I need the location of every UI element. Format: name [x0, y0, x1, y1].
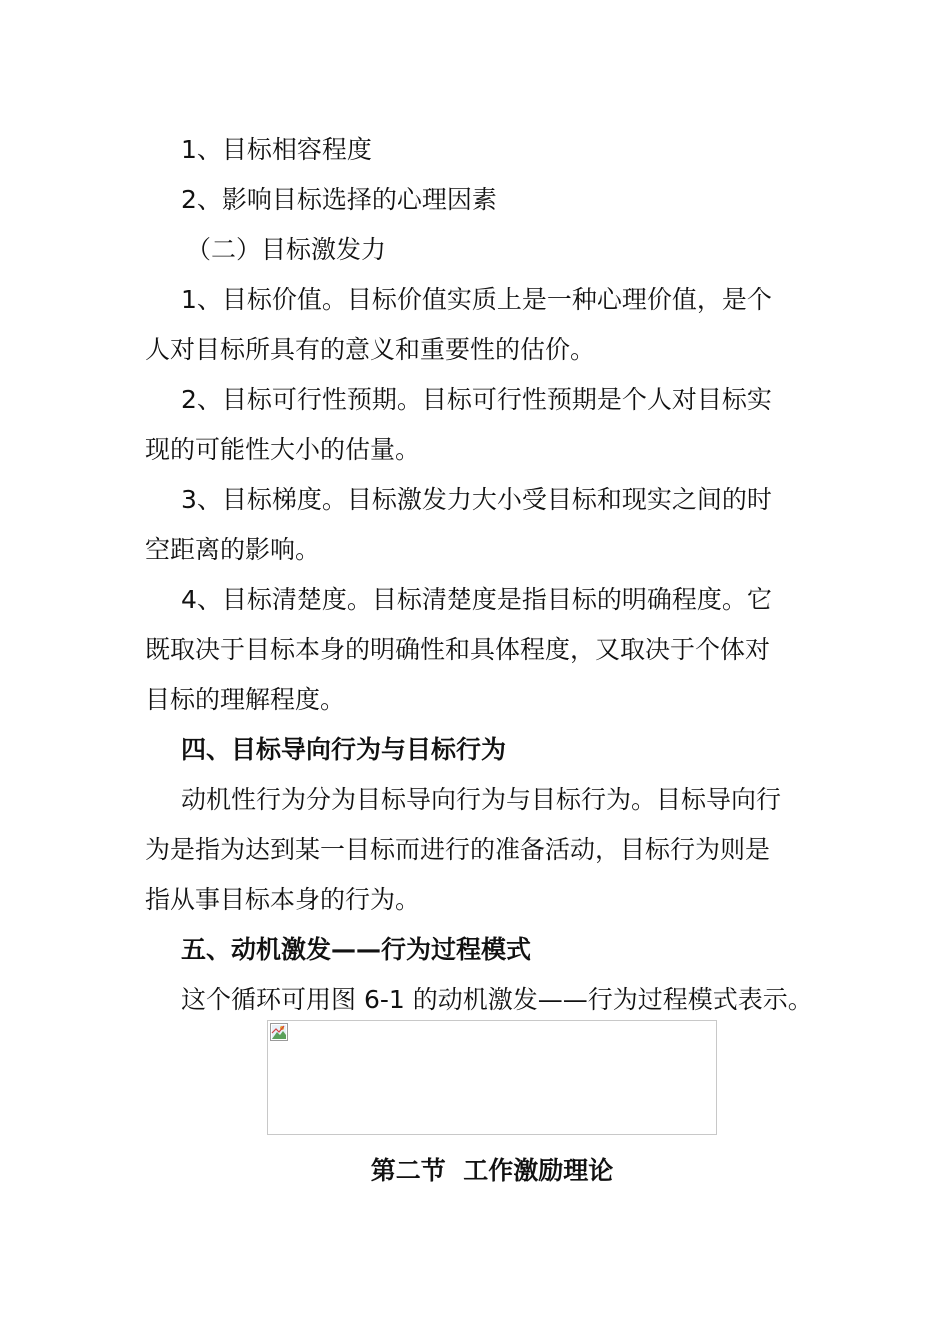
paragraph-gradient-line-2: 空距离的影响。 — [145, 535, 321, 564]
heading-goal-directed-behavior: 四、目标导向行为与目标行为 — [181, 735, 507, 764]
list-item-goal-compatibility: 1、目标相容程度 — [181, 135, 372, 164]
section-title: 第二节 工作激励理论 — [370, 1156, 614, 1185]
heading-motivation-process-model: 五、动机激发——行为过程模式 — [181, 935, 532, 964]
paragraph-gradient-line-1: 3、目标梯度。目标激发力大小受目标和现实之间的时 — [181, 485, 772, 514]
figure-6-1-placeholder — [267, 1020, 717, 1135]
paragraph-behavior-line-3: 指从事目标本身的行为。 — [145, 885, 421, 914]
subheading-goal-motivation: （二）目标激发力 — [186, 235, 387, 264]
paragraph-clarity-line-2: 既取决于目标本身的明确性和具体程度，又取决于个体对 — [145, 635, 771, 664]
paragraph-behavior-line-1: 动机性行为分为目标导向行为与目标行为。目标导向行 — [181, 785, 782, 814]
paragraph-clarity-line-3: 目标的理解程度。 — [145, 685, 346, 714]
broken-image-icon — [270, 1023, 288, 1041]
list-item-psychological-factors: 2、影响目标选择的心理因素 — [181, 185, 497, 214]
paragraph-feasibility-line-2: 现的可能性大小的估量。 — [145, 435, 421, 464]
paragraph-goal-value-line-1: 1、目标价值。目标价值实质上是一种心理价值，是个 — [181, 285, 772, 314]
paragraph-goal-value-line-2: 人对目标所具有的意义和重要性的估价。 — [145, 335, 596, 364]
paragraph-feasibility-line-1: 2、目标可行性预期。目标可行性预期是个人对目标实 — [181, 385, 772, 414]
paragraph-cycle-description: 这个循环可用图 6-1 的动机激发——行为过程模式表示。 — [181, 985, 813, 1014]
paragraph-behavior-line-2: 为是指为达到某一目标而进行的准备活动，目标行为则是 — [145, 835, 771, 864]
paragraph-clarity-line-1: 4、目标清楚度。目标清楚度是指目标的明确程度。它 — [181, 585, 772, 614]
